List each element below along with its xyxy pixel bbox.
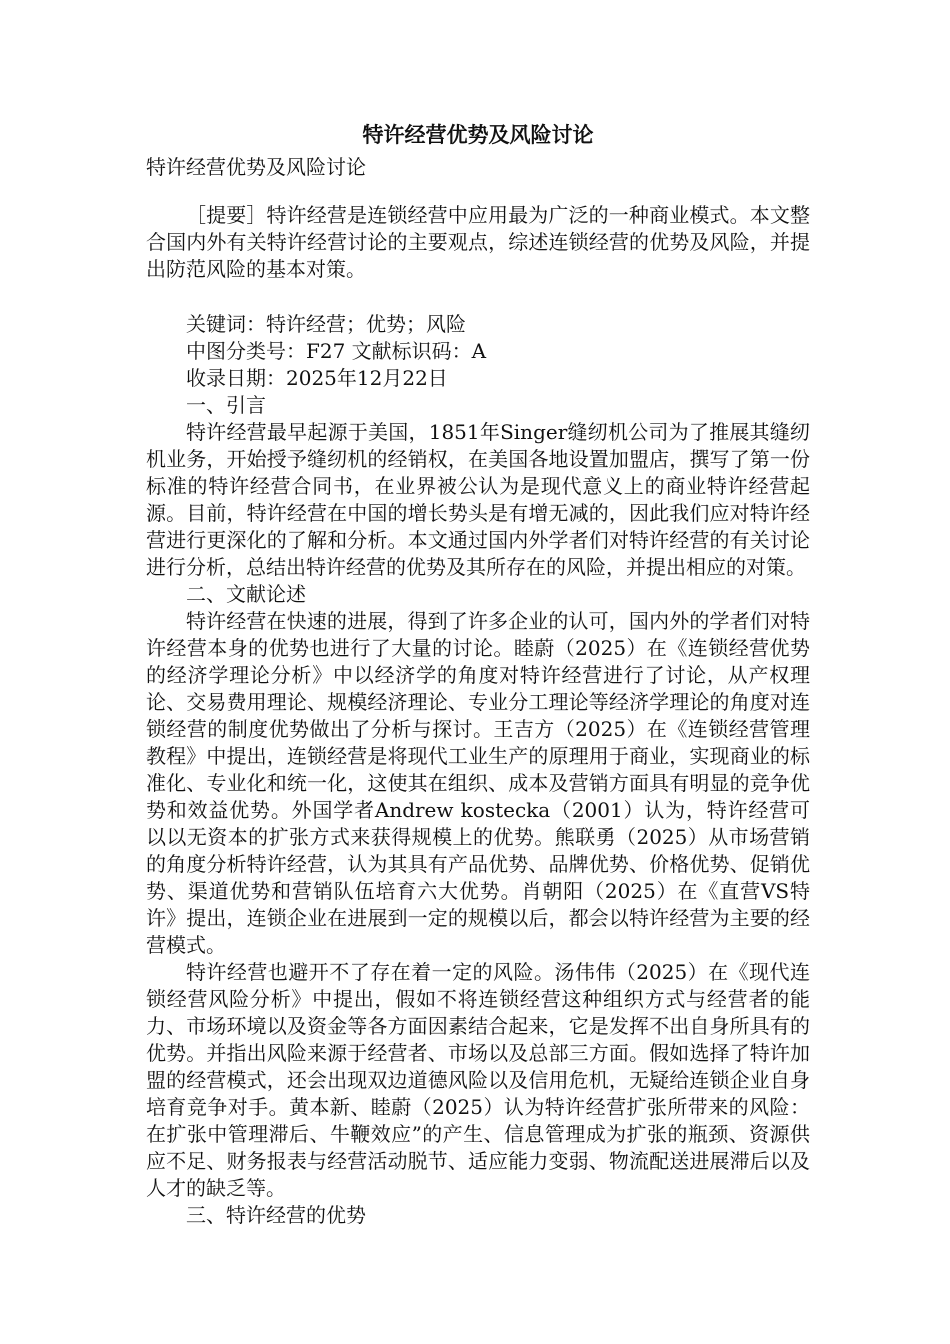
abstract-paragraph: ［提要］特许经营是连锁经营中应用最为广泛的一种商业模式。本文整合国内外有关特许经营讨论的主要观点，综述连锁经营的优势及风险，并提出防范风险的基本对策。	[146, 203, 810, 281]
literature-paragraph-advantages: 特许经营在快速的进展，得到了许多企业的认可，国内外的学者们对特许经营本身的优势也进行了大量的讨论。睦蔚（2025）在《连锁经营优势的经济学理论分析》中以经济学的角度对特许经营进行了讨论，从产权理论、交易费用理论、规模经济理论、专业分工理论等经济学理论的角度对连锁经营的制度优势做出了分析与探讨。王吉方（2025）在《连锁经营管理教程》中提出，连锁经营是将现代工业生产的原理用于商业，实现商业的标准化、专业化和统一化，这使其在组织、成本及营销方面具有明显的竞争优势和效益优势。外国学者Andrew kostecka（2001）认为，特许经营可以以无资本的扩张方式来获得规模上的优势。熊联勇（2025）从市场营销的角度分析特许经营，认为其具有产品优势、品牌优势、价格优势、促销优势、渠道优势和营销队伍培育六大优势。肖朝阳（2025）在《直营VS特许》提出，连锁企业在进展到一定的规模以后，都会以特许经营为主要的经营模式。	[146, 609, 810, 957]
received-date-line: 收录日期：2025年12月22日	[186, 366, 448, 390]
document-page	[146, 118, 810, 1229]
section-heading-introduction: 一、引言	[186, 393, 266, 417]
classification-line: 中图分类号：F27 文献标识码：A	[186, 339, 487, 363]
literature-paragraph-risks: 特许经营也避开不了存在着一定的风险。汤伟伟（2025）在《现代连锁经营风险分析》中提出，假如不将连锁经营这种组织方式与经营者的能力、市场环境以及资金等各方面因素结合起来，它是发挥不出自身所具有的优势。并指出风险来源于经营者、市场以及总部三方面。假如选择了特许加盟的经营模式，还会出现双边道德风险以及信用危机，无疑给连锁企业自身培育竞争对手。黄本新、睦蔚（2025）认为特许经营扩张所带来的风险：在扩张中管理滞后、牛鞭效应”的产生、信息管理成为扩张的瓶颈、资源供应不足、财务报表与经营活动脱节、适应能力变弱、物流配送进展滞后以及人才的缺乏等。	[146, 960, 810, 1200]
section-heading-literature: 二、文献论述	[186, 582, 306, 606]
section-heading-advantages: 三、特许经营的优势	[186, 1203, 366, 1227]
document-title: 特许经营优势及风险讨论	[362, 122, 594, 147]
document-subtitle: 特许经营优势及风险讨论	[146, 155, 366, 179]
introduction-paragraph: 特许经营最早起源于美国，1851年Singer缝纫机公司为了推展其缝纫机业务，开始授予缝纫机的经销权，在美国各地设置加盟店，撰写了第一份标准的特许经营合同书，在业界被公认为是现代意义上的商业特许经营起源。目前，特许经营在中国的增长势头是有增无减的，因此我们应对特许经营进行更深化的了解和分析。本文通过国内外学者们对特许经营的有关讨论进行分析，总结出特许经营的优势及其所存在的风险，并提出相应的对策。	[146, 420, 810, 579]
keywords-line: 关键词：特许经营；优势；风险	[186, 312, 466, 336]
